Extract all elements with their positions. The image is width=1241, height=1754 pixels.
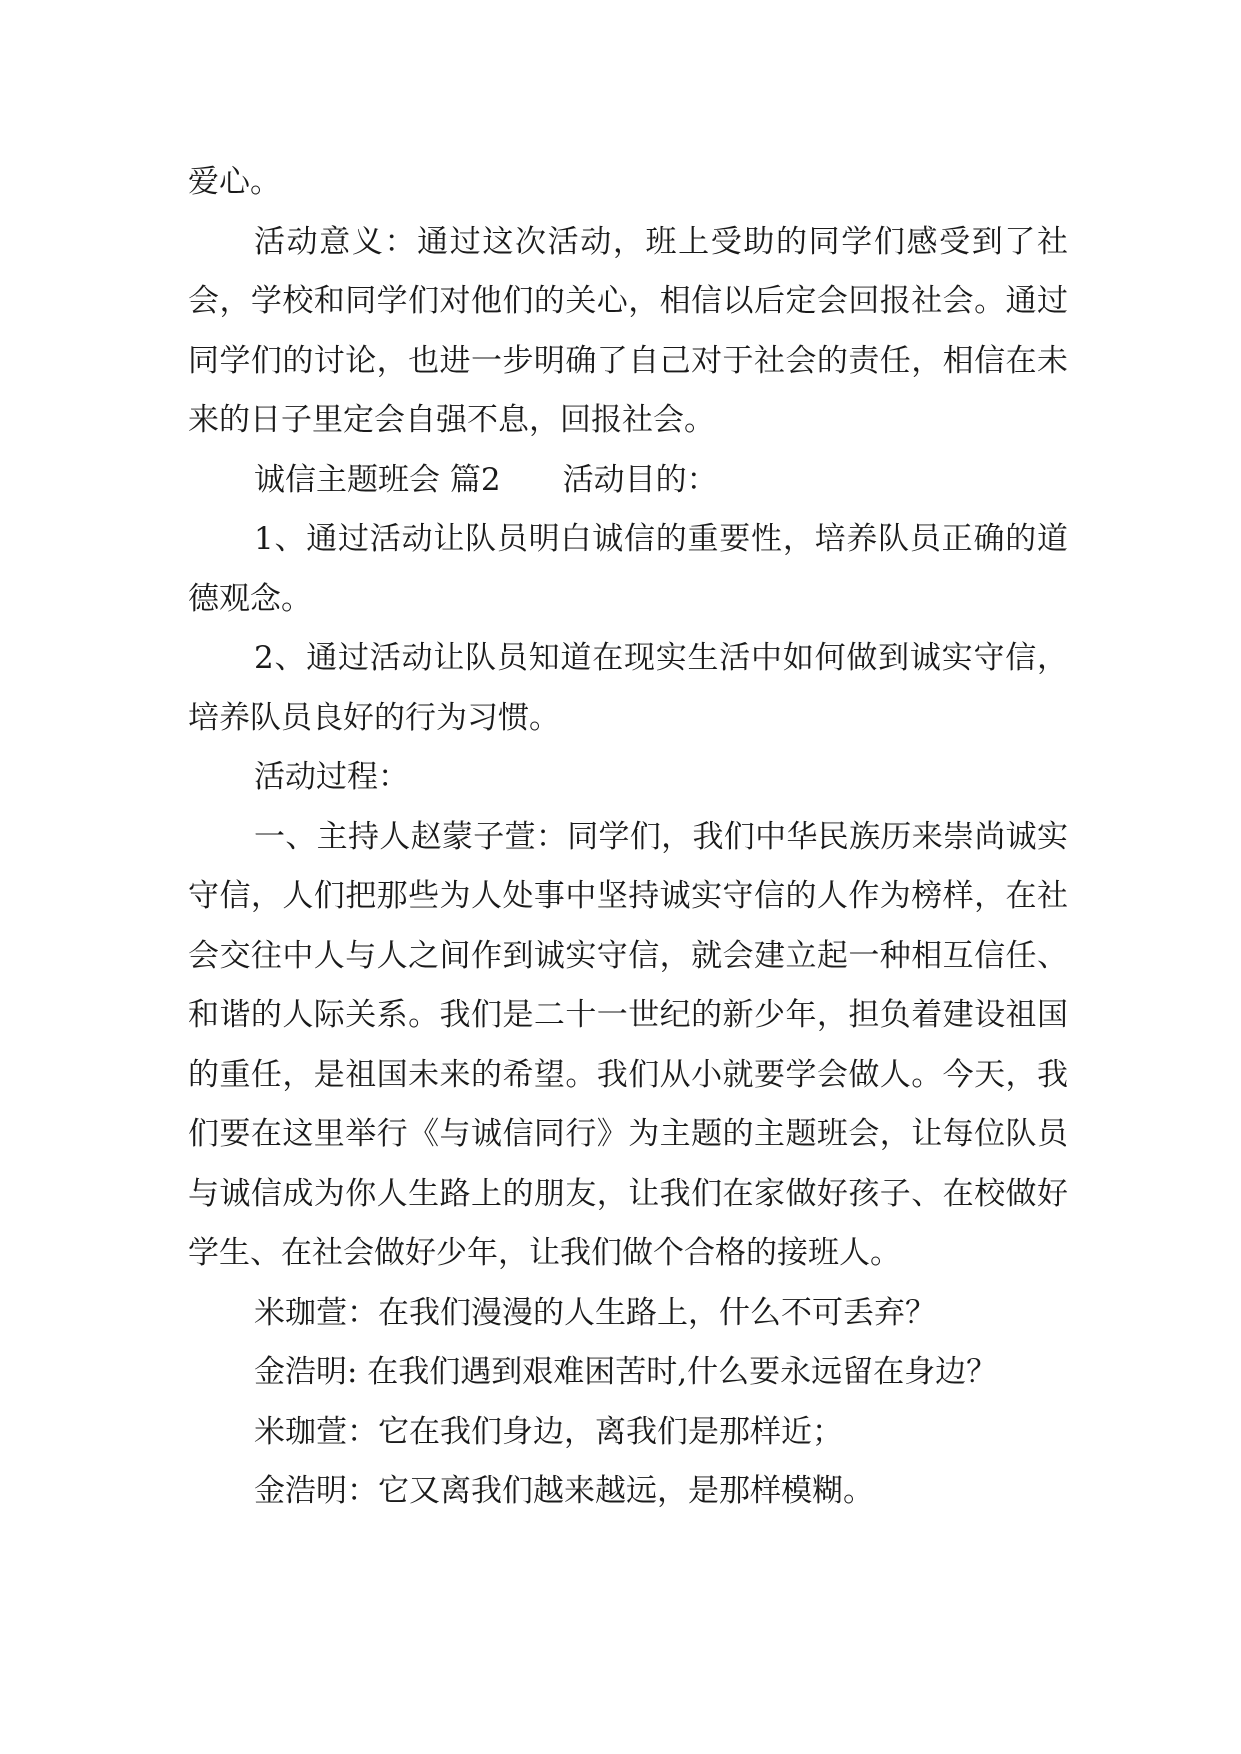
document-body: [188, 153, 1068, 1522]
activity-process-label: 活动过程：: [254, 759, 409, 795]
paragraph-continuation: 爱心。: [188, 164, 281, 200]
dialogue-line-2: 金浩明: 在我们遇到艰难困苦时,什么要永远留在身边？: [254, 1354, 998, 1390]
paragraph-activity-meaning: 活动意义：通过这次活动，班上受助的同学们感受到了社会，学校和同学们对他们的关心，相信以后定会回报社会。通过同学们的讨论，也进一步明确了自己对于社会的责任，相信在未来的日子里定会自强不息，回报社会。: [188, 223, 1068, 438]
dialogue-line-4: 金浩明：它又离我们越来越远，是那样模糊。: [254, 1473, 874, 1509]
dialogue-line-1: 米珈萱：在我们漫漫的人生路上，什么不可丢弃？: [254, 1294, 936, 1331]
section-heading-part-2: [188, 451, 1068, 511]
goal-item-2: 2、通过活动让队员知道在现实生活中如何做到诚实守信，培养队员良好的行为习惯。: [188, 640, 1068, 736]
activity-goals-label: 活动目的：: [562, 461, 718, 498]
dialogue-line-3: 米珈萱：它在我们身边，离我们是那样近；: [254, 1413, 843, 1450]
section-title: 诚信主题班会 篇2: [254, 461, 501, 498]
goal-item-1: 1、通过活动让队员明白诚信的重要性，培养队员正确的道德观念。: [188, 521, 1068, 617]
host-opening-speech: 一、主持人赵蒙子萱：同学们，我们中华民族历来崇尚诚实守信，人们把那些为人处事中坚持诚实守信的人作为榜样，在社会交往中人与人之间作到诚实守信，就会建立起一种相互信任、和谐的人际关系。我们是二十一世纪的新少年，担负着建设祖国的重任，是祖国未来的希望。我们从小就要学会做人。今天，我们要在这里举行《与诚信同行》为主题的主题班会，让每位队员与诚信成为你人生路上的朋友，让我们在家做好孩子、在校做好学生、在社会做好少年，让我们做个合格的接班人。: [188, 818, 1068, 1271]
